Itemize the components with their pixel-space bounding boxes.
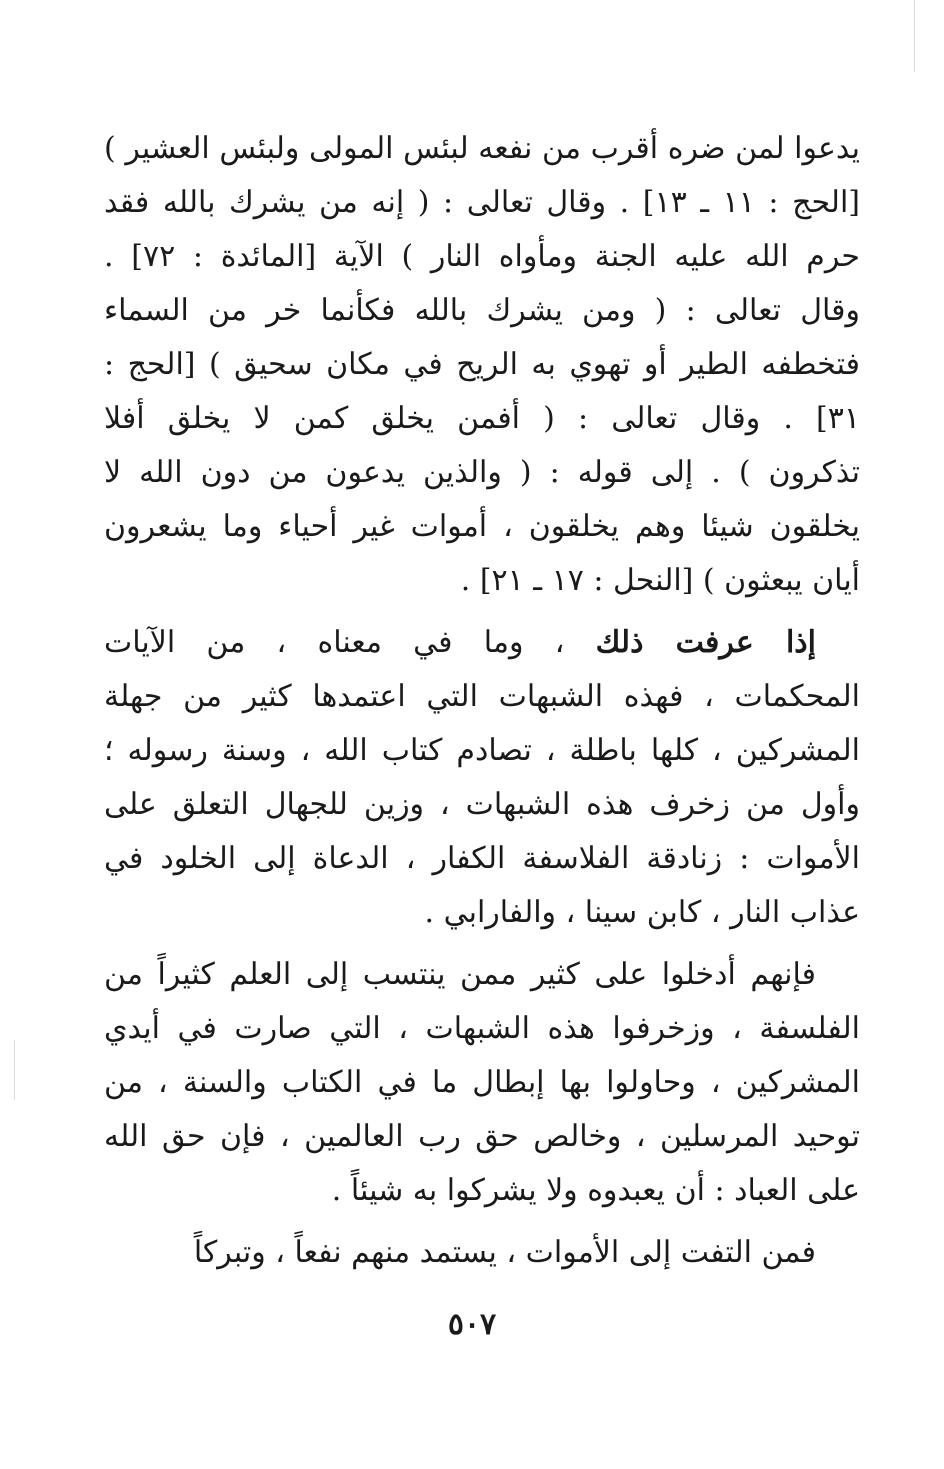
text-line: المحكمات ، فهذه الشبهات التي اعتمدها كثير من جهلة xyxy=(104,679,860,714)
text-line: المشركين ، كلها باطلة ، تصادم كتاب الله ، وسنة رسوله ؛ xyxy=(104,733,860,768)
body-text xyxy=(104,122,860,1280)
scan-edge-mark xyxy=(914,0,915,72)
text-line: يدعوا لمن ضره أقرب من نفعه لبئس المولى ولبئس العشير ) xyxy=(104,131,860,166)
text-run: ، وما في معناه ، من الآيات xyxy=(104,625,565,660)
paragraph-spacer xyxy=(104,608,860,616)
scan-edge-mark xyxy=(14,1040,15,1100)
text-line: فمن التفت إلى الأموات ، يستمد منهم نفعاً ، وتبركاً xyxy=(193,1235,816,1270)
text-line: المشركين ، وحاولوا بها إبطال ما في الكتاب والسنة ، من xyxy=(104,1065,860,1100)
text-line: وأول من زخرف هذه الشبهات ، وزين للجهال التعلق على xyxy=(104,787,860,822)
text-line: الفلسفة ، وزخرفوا هذه الشبهات ، التي صارت في أيدي xyxy=(104,1011,860,1046)
bold-lead-phrase: إذا عرفت ذلك xyxy=(595,625,816,660)
text-line: يخلقون شيئا وهم يخلقون ، أموات غير أحياء وما يشعرون xyxy=(104,509,860,544)
paragraph-spacer xyxy=(104,940,860,948)
text-line: عذاب النار ، كابن سينا ، والفارابي . xyxy=(424,895,860,930)
paragraph-spacer xyxy=(104,1218,860,1226)
text-line: الأموات : زنادقة الفلاسفة الكفار ، الدعاة إلى الخلود في xyxy=(104,841,860,876)
text-line xyxy=(104,616,860,670)
text-line: ٣١] . وقال تعالى : ( أفمن يخلق كمن لا يخلق أفلا xyxy=(104,401,860,436)
text-line: تذكرون ) . إلى قوله : ( والذين يدعون من دون الله لا xyxy=(104,455,860,490)
text-line: على العباد : أن يعبدوه ولا يشركوا به شيئاً . xyxy=(331,1173,860,1208)
text-line: فتخطفه الطير أو تهوي به الريح في مكان سحيق ) [الحج : xyxy=(104,347,860,382)
text-line: أيان يبعثون ) [النحل : ١٧ ـ ٢١] . xyxy=(460,563,860,598)
text-line: حرم الله عليه الجنة ومأواه النار ) الآية [المائدة : ٧٢] . xyxy=(104,239,860,274)
text-line: فإنهم أدخلوا على كثير ممن ينتسب إلى العلم كثيراً من xyxy=(104,957,816,992)
text-line: [الحج : ١١ ـ ١٣] . وقال تعالى : ( إنه من يشرك بالله فقد xyxy=(104,185,860,220)
text-line: وقال تعالى : ( ومن يشرك بالله فكأنما خر من السماء xyxy=(104,293,860,328)
page-number: ٥٠٧ xyxy=(447,1307,497,1342)
text-line: توحيد المرسلين ، وخالص حق رب العالمين ، فإن حق الله xyxy=(104,1119,860,1154)
